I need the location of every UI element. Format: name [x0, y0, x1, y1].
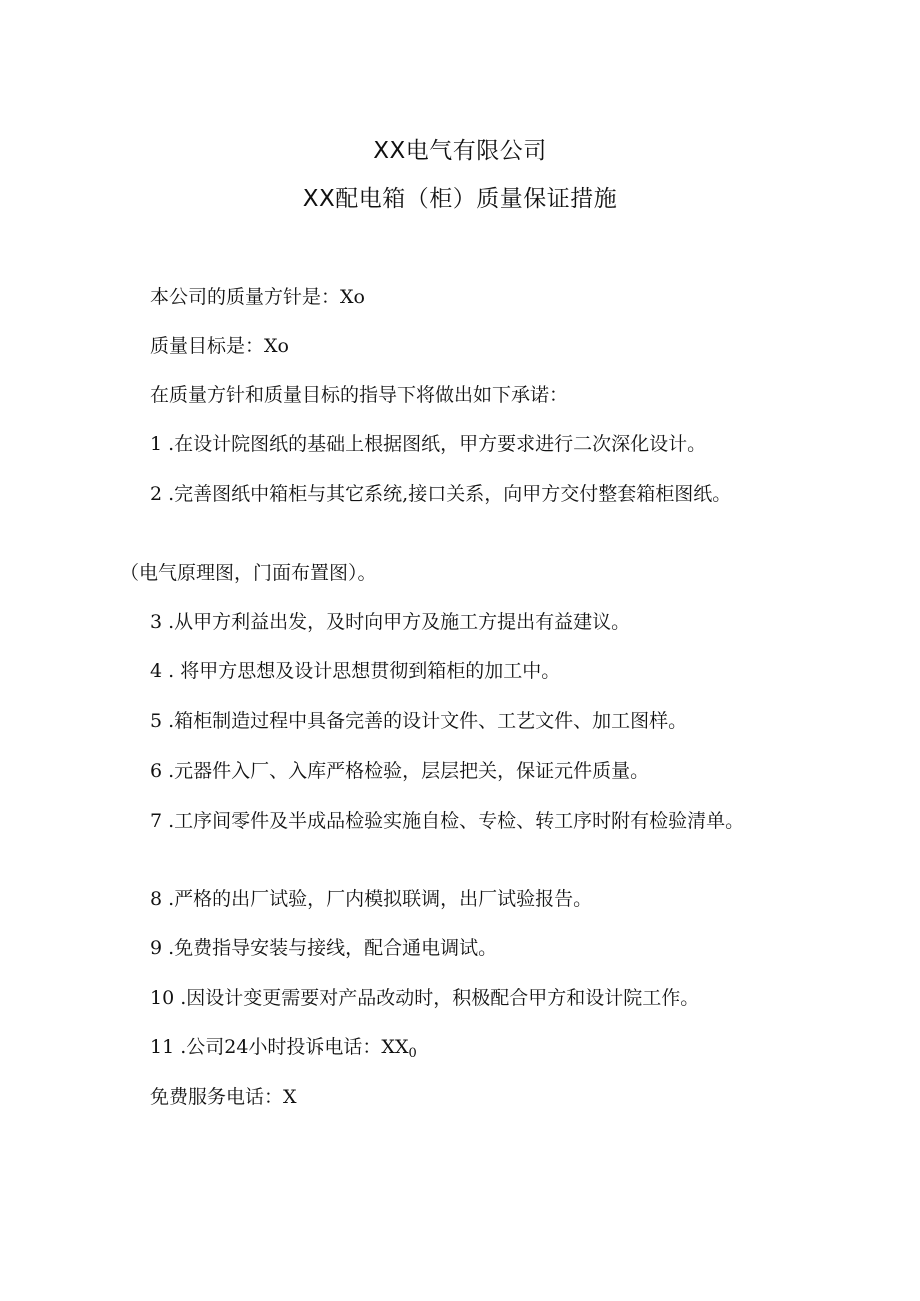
list-item: 6 .元器件入厂、入库严格检验，层层把关，保证元件质量。 — [150, 760, 650, 782]
quality-objective: 质量目标是：Xo — [150, 335, 289, 357]
quality-policy: 本公司的质量方针是：Xo — [150, 286, 365, 308]
list-item: 1 .在设计院图纸的基础上根据图纸，甲方要求进行二次深化设计。 — [150, 433, 707, 455]
list-item: 9 .免费指导安装与接线，配合通电调试。 — [150, 937, 498, 959]
list-item: 8 .严格的出厂试验，厂内模拟联调，出厂试验报告。 — [150, 888, 593, 910]
list-item: 7 .工序间零件及半成品检验实施自检、专检、转工序时附有检验清单。 — [150, 810, 745, 832]
list-item: 5 .箱柜制造过程中具备完善的设计文件、工艺文件、加工图样。 — [150, 710, 688, 732]
complaint-hotline — [120, 1032, 792, 1069]
commitment-intro: 在质量方针和质量目标的指导下将做出如下承诺： — [150, 384, 569, 406]
service-phone: 免费服务电话：X — [150, 1086, 297, 1108]
list-item: 4 . 将甲方思想及设计思想贯彻到箱柜的加工中。 — [150, 660, 561, 682]
hotline-subscript: 0 — [408, 1046, 417, 1061]
document-title: XX配电箱（柜）质量保证措施 — [302, 186, 618, 212]
list-item: 3 .从甲方利益出发，及时向甲方及施工方提出有益建议。 — [150, 611, 631, 633]
hotline-text: 11 .公司24小时投诉电话：XX — [150, 1036, 409, 1058]
list-item: 2 .完善图纸中箱柜与其它系统,接口关系，向甲方交付整套箱柜图纸。 — [150, 483, 732, 505]
company-name: XX电气有限公司 — [373, 138, 547, 164]
list-item: 10 .因设计变更需要对产品改动时，积极配合甲方和设计院工作。 — [150, 987, 700, 1009]
list-item-note: （电气原理图，门面布置图）。 — [120, 562, 377, 584]
